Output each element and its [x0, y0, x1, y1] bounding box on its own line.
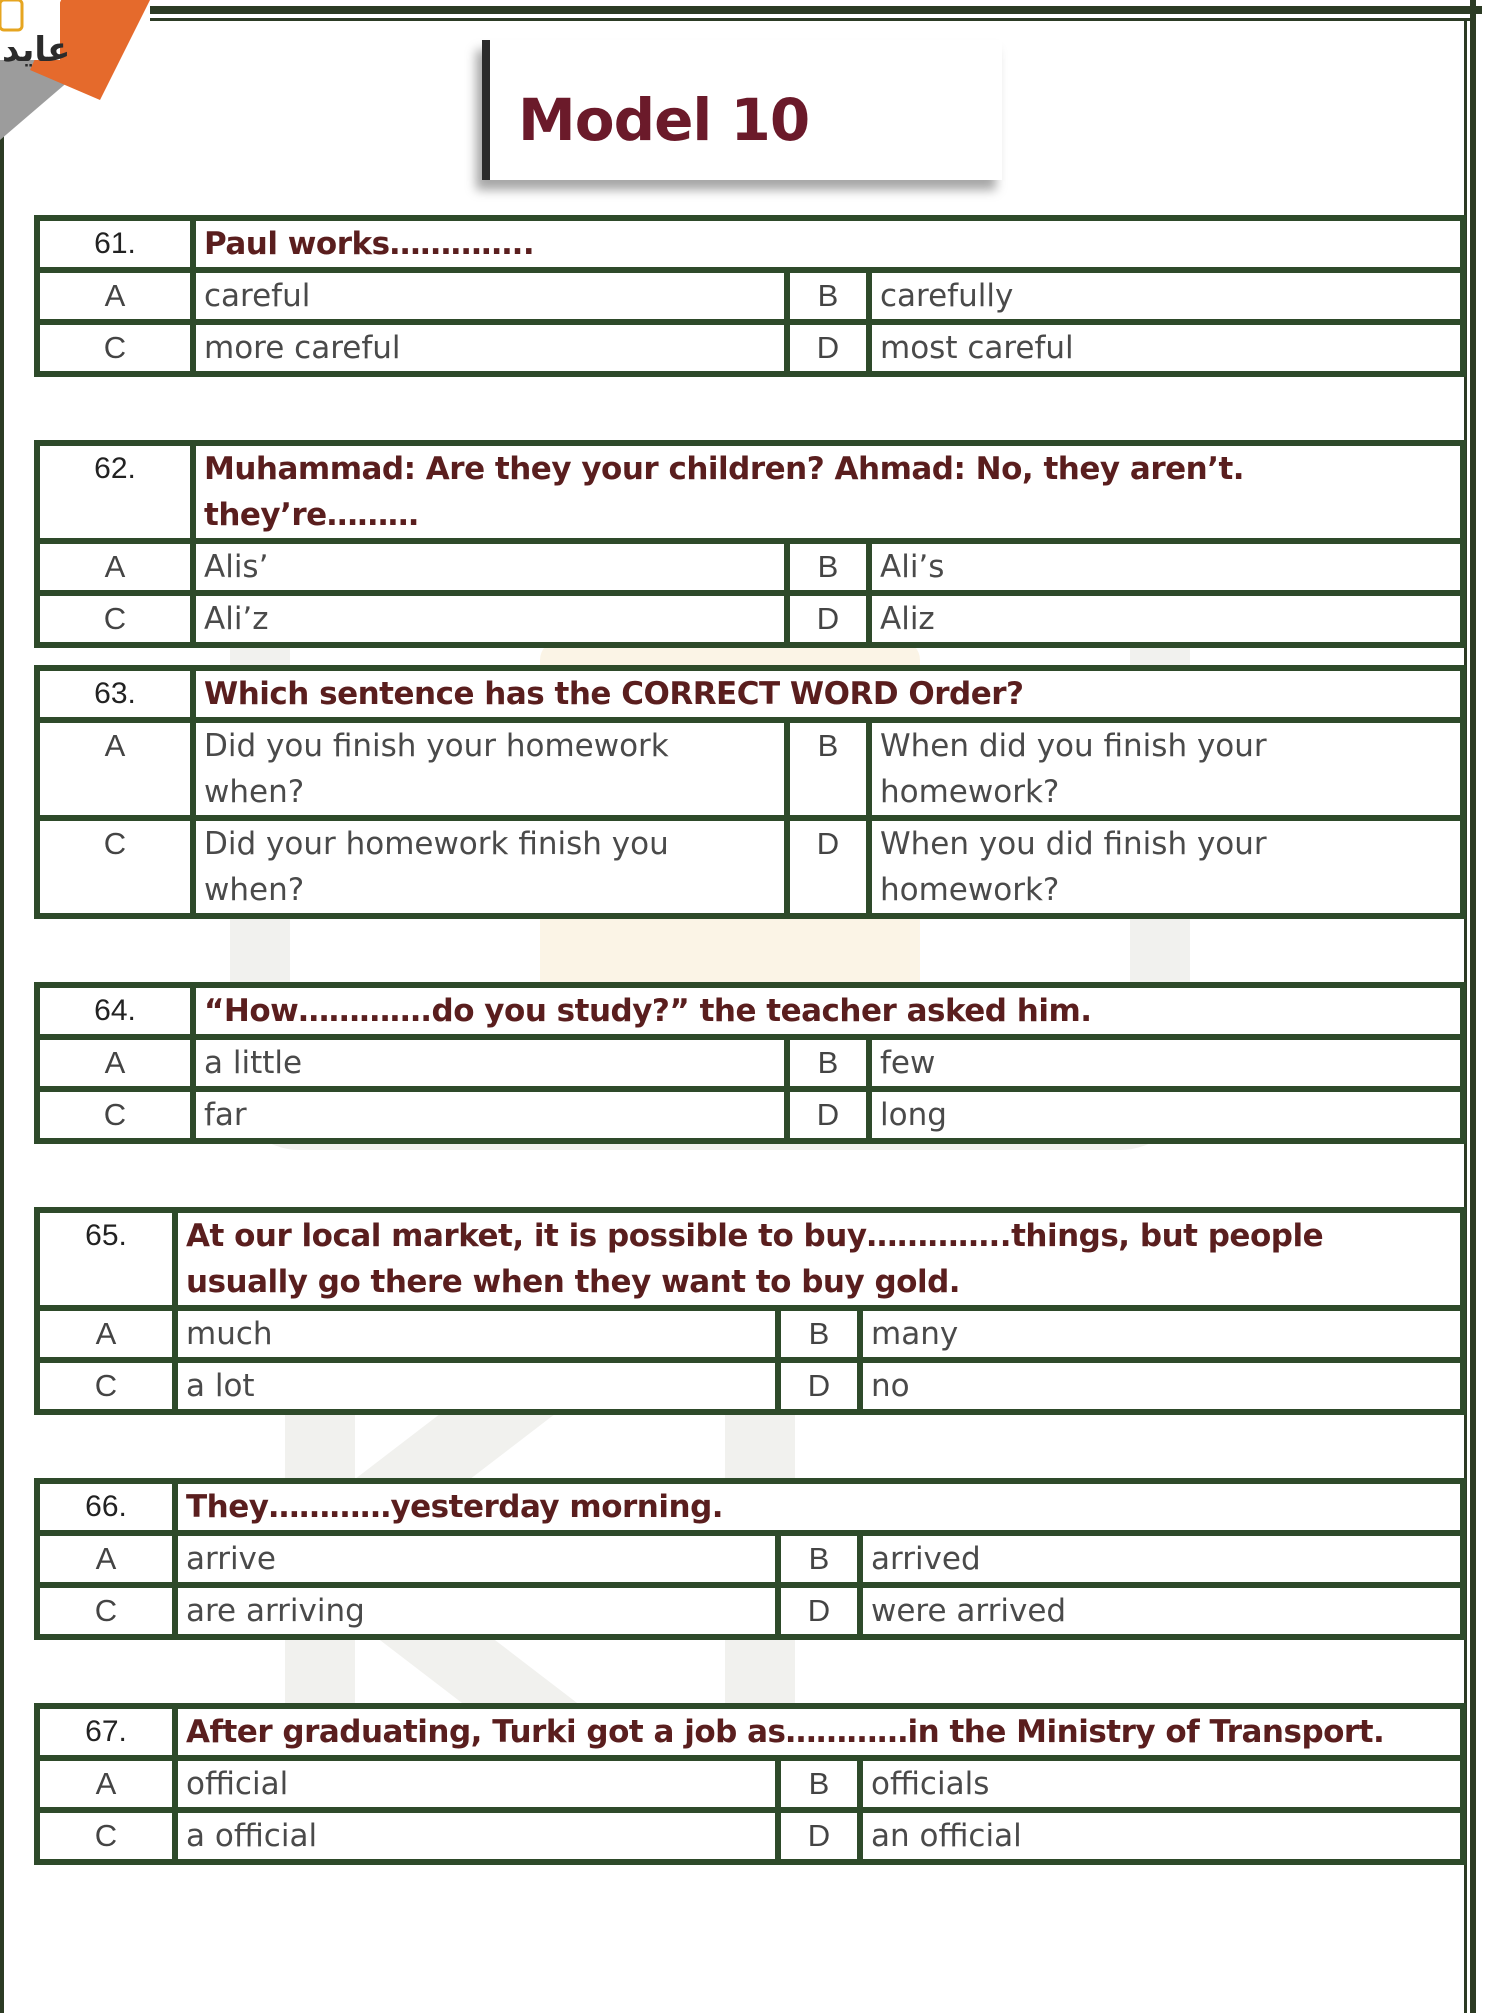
question-stem: After graduating, Turki got a job as…………in the Ministry of Transport. — [178, 1709, 1460, 1755]
question-block — [34, 1207, 1466, 1415]
option-text[interactable]: Ali’z — [196, 596, 784, 642]
question-block — [34, 440, 1466, 648]
question-number: 66. — [40, 1484, 172, 1530]
option-text[interactable]: When did you finish your homework? — [872, 723, 1460, 815]
frame-top-border — [150, 6, 1482, 14]
option-letter: B — [781, 1536, 857, 1582]
option-text[interactable]: Did your homework finish you when? — [196, 821, 784, 913]
question-number: 67. — [40, 1709, 172, 1755]
question-number: 64. — [40, 988, 190, 1034]
option-text[interactable]: long — [872, 1092, 1460, 1138]
option-letter: A — [40, 1040, 190, 1086]
option-text[interactable]: far — [196, 1092, 784, 1138]
question-block — [34, 1478, 1466, 1640]
option-text[interactable]: few — [872, 1040, 1460, 1086]
option-text[interactable]: more careful — [196, 325, 784, 371]
option-text[interactable]: When you did finish your homework? — [872, 821, 1460, 913]
option-letter: B — [790, 723, 866, 815]
option-text[interactable]: official — [178, 1761, 775, 1807]
option-letter: C — [40, 596, 190, 642]
option-letter: D — [781, 1813, 857, 1859]
question-stem: Paul works………….. — [196, 221, 1460, 267]
option-letter: A — [40, 1536, 172, 1582]
option-letter: C — [40, 325, 190, 371]
page-title: Model 10 — [518, 86, 810, 154]
option-text[interactable]: a official — [178, 1813, 775, 1859]
option-text[interactable]: most careful — [872, 325, 1460, 371]
option-text[interactable]: arrived — [863, 1536, 1460, 1582]
question-number: 62. — [40, 446, 190, 538]
option-letter: D — [781, 1363, 857, 1409]
option-text[interactable]: many — [863, 1311, 1460, 1357]
frame-left-border — [0, 120, 4, 2013]
option-letter: B — [781, 1311, 857, 1357]
option-text[interactable]: are arriving — [178, 1588, 775, 1634]
option-letter: A — [40, 1761, 172, 1807]
option-letter: C — [40, 1588, 172, 1634]
option-letter: D — [781, 1588, 857, 1634]
question-stem: Which sentence has the CORRECT WORD Order? — [196, 671, 1460, 717]
option-letter: B — [781, 1761, 857, 1807]
option-text[interactable]: a little — [196, 1040, 784, 1086]
question-block — [34, 1703, 1466, 1865]
option-text[interactable]: Ali’s — [872, 544, 1460, 590]
option-text[interactable]: officials — [863, 1761, 1460, 1807]
option-text[interactable]: much — [178, 1311, 775, 1357]
question-stem: They…………yesterday morning. — [178, 1484, 1460, 1530]
question-number: 65. — [40, 1213, 172, 1305]
option-text[interactable]: arrive — [178, 1536, 775, 1582]
logo-text: عايد — [2, 30, 71, 70]
option-letter: A — [40, 1311, 172, 1357]
option-text[interactable]: careful — [196, 273, 784, 319]
option-letter: A — [40, 544, 190, 590]
question-stem: At our local market, it is possible to buy…………..things, but people usually go there when they want to buy gold. — [178, 1213, 1460, 1305]
option-letter: A — [40, 273, 190, 319]
option-letter: C — [40, 1363, 172, 1409]
option-letter: C — [40, 821, 190, 913]
question-stem: “How………….do you study?” the teacher asked him. — [196, 988, 1460, 1034]
option-text[interactable]: no — [863, 1363, 1460, 1409]
option-text[interactable]: an official — [863, 1813, 1460, 1859]
option-text[interactable]: were arrived — [863, 1588, 1460, 1634]
option-letter: D — [790, 596, 866, 642]
option-text[interactable]: Did you finish your homework when? — [196, 723, 784, 815]
option-text[interactable]: Alis’ — [196, 544, 784, 590]
option-letter: D — [790, 1092, 866, 1138]
question-block — [34, 982, 1466, 1144]
question-stem: Muhammad: Are they your children? Ahmad: No, they aren’t. they’re……… — [196, 446, 1460, 538]
option-letter: C — [40, 1813, 172, 1859]
option-letter: D — [790, 821, 866, 913]
academy-logo — [0, 0, 180, 150]
option-letter: B — [790, 544, 866, 590]
option-letter: B — [790, 273, 866, 319]
question-block — [34, 665, 1466, 919]
frame-top-inner-border — [150, 18, 1472, 21]
option-text[interactable]: Aliz — [872, 596, 1460, 642]
question-number: 61. — [40, 221, 190, 267]
option-letter: A — [40, 723, 190, 815]
option-letter: C — [40, 1092, 190, 1138]
option-letter: B — [790, 1040, 866, 1086]
question-number: 63. — [40, 671, 190, 717]
option-text[interactable]: carefully — [872, 273, 1460, 319]
question-block — [34, 215, 1466, 377]
option-text[interactable]: a lot — [178, 1363, 775, 1409]
option-letter: D — [790, 325, 866, 371]
